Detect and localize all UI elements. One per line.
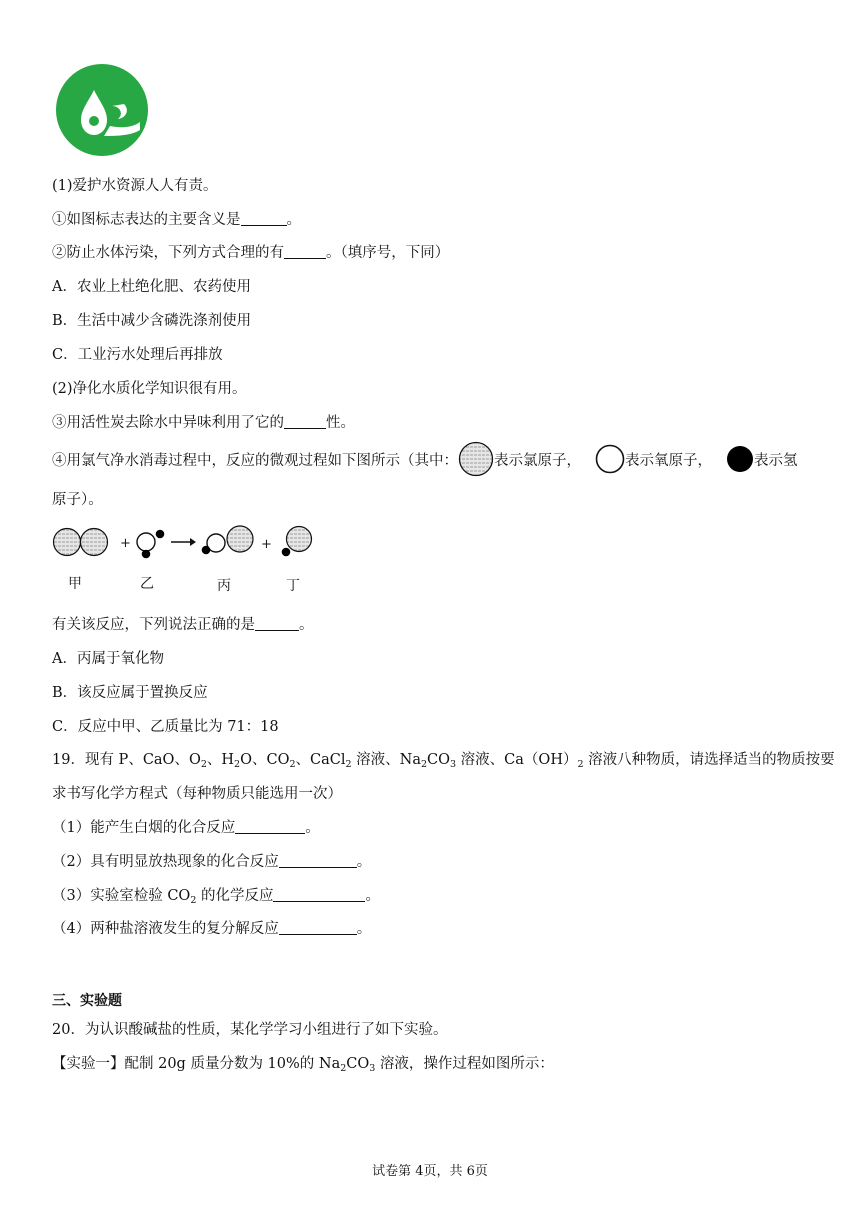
q20-text: CO [346,1056,370,1072]
option-b: B．生活中减少含磷洗涤剂使用 [52,313,252,329]
answer-blank[interactable] [241,211,287,226]
answer-blank[interactable] [273,887,365,902]
question-19-sub4 [52,917,371,938]
question-4 [52,442,798,476]
q19-text: 、CaCl [295,752,346,768]
label-yi: 乙 [140,576,154,592]
option-c: C．工业污水处理后再排放 [52,347,223,363]
water-saving-logo [54,62,150,158]
reaction-diagram [50,520,330,598]
option-c: C．反应中甲、乙质量比为 71：18 [52,719,279,735]
question-19-sub1 [52,816,320,837]
question-4-continued: 原子）。 [52,492,103,508]
subscript: 3 [369,1063,376,1074]
q19-sub-text: （3）实验室检验 CO [52,888,191,904]
label-ding: 丁 [286,578,300,594]
question-2 [52,241,449,262]
part1-heading: (1)爱护水资源人人有责。 [52,178,218,194]
q19-text: O、CO [240,752,290,768]
answer-blank[interactable] [279,920,357,935]
q19-end: 。 [356,854,372,870]
q19-text: 19．现有 P、CaO、O [52,752,201,768]
chlorine-atom-icon [458,441,494,477]
answer-blank[interactable] [284,244,326,259]
molecule-bing [202,526,253,554]
question-20-line2 [52,1052,554,1073]
molecule-jia [54,529,108,556]
question-20-line1: 20．为认识酸碱盐的性质，某化学学习小组进行了如下实验。 [52,1022,448,1038]
question-1-text: ①如图标志表达的主要含义是 [52,212,241,228]
question-3-end: 性。 [326,415,355,431]
q19-end: 。 [305,820,320,836]
question-19-sub2 [52,850,371,871]
subscript: 2 [190,895,197,906]
legend-oxygen-label: 表示氧原子， [625,452,712,469]
q19-text: 溶液八种物质，请选择适当的物质按要 [583,752,835,768]
molecule-ding [282,527,312,557]
question-3 [52,411,355,432]
question-5 [52,613,314,634]
plus-sign: + [120,536,131,551]
subscript: 2 [340,1063,347,1074]
q19-sub-text: 的化学反应 [196,888,274,904]
question-19-line1 [52,748,835,769]
q19-sub-text: （1）能产生白烟的化合反应 [52,820,236,836]
subscript: 2 [345,759,352,770]
q19-sub-text: （4）两种盐溶液发生的复分解反应 [52,921,279,937]
q20-text: 【实验一】配制 20g 质量分数为 10%的 Na [52,1056,341,1072]
answer-blank[interactable] [235,819,305,834]
legend-oxygen [595,444,712,474]
hydrogen-atom-icon [726,445,754,473]
question-5-text: 有关该反应，下列说法正确的是 [52,617,255,633]
question-2-text: ②防止水体污染，下列方式合理的有 [52,245,284,261]
plus-sign: + [261,537,272,552]
question-2-end: 。（填序号，下同） [326,245,450,261]
q19-end: 。 [365,888,380,904]
answer-blank[interactable] [279,853,357,868]
question-3-text: ③用活性炭去除水中异味利用了它的 [52,415,284,431]
subscript: 2 [421,759,428,770]
subscript: 2 [289,759,296,770]
subscript: 3 [450,759,457,770]
answer-blank[interactable] [255,616,299,631]
question-5-end: 。 [299,617,314,633]
q19-text: 、H [206,752,235,768]
option-a: A．丙属于氧化物 [52,651,164,667]
legend-hydrogen [726,445,798,473]
page-footer: 试卷第 4页，共 6页 [372,1164,488,1179]
q19-text: CO [427,752,451,768]
subscript: 2 [234,759,241,770]
section-title: 三、实验题 [52,993,122,1009]
legend-chlorine-label: 表示氯原子， [494,452,581,469]
q19-text: 溶液、Na [351,752,421,768]
reaction-arrow [171,538,196,546]
q20-text: 溶液，操作过程如图所示： [375,1056,554,1072]
label-bing: 丙 [217,578,231,594]
question-1 [52,208,301,229]
option-a: A．农业上杜绝化肥、农药使用 [52,279,251,295]
answer-blank[interactable] [284,414,326,429]
legend-chlorine [458,441,581,477]
question-1-end: 。 [286,212,301,228]
part2-heading: (2)净化水质化学知识很有用。 [52,381,247,397]
q19-sub-text: （2）具有明显放热现象的化合反应 [52,854,279,870]
q19-text: 溶液、Ca（OH） [456,752,578,768]
question-19-line2: 求书写化学方程式（每种物质只能选用一次） [52,786,342,802]
label-jia: 甲 [68,576,82,592]
question-4-text: ④用氯气净水消毒过程中，反应的微观过程如下图所示（其中： [52,452,458,469]
molecule-yi [137,530,164,559]
subscript: 2 [577,759,584,770]
option-b: B．该反应属于置换反应 [52,685,208,701]
legend-hydrogen-label: 表示氢 [754,452,798,469]
subscript: 2 [200,759,207,770]
question-19-sub3 [52,884,380,905]
oxygen-atom-icon [595,444,625,474]
q19-end: 。 [356,921,372,937]
